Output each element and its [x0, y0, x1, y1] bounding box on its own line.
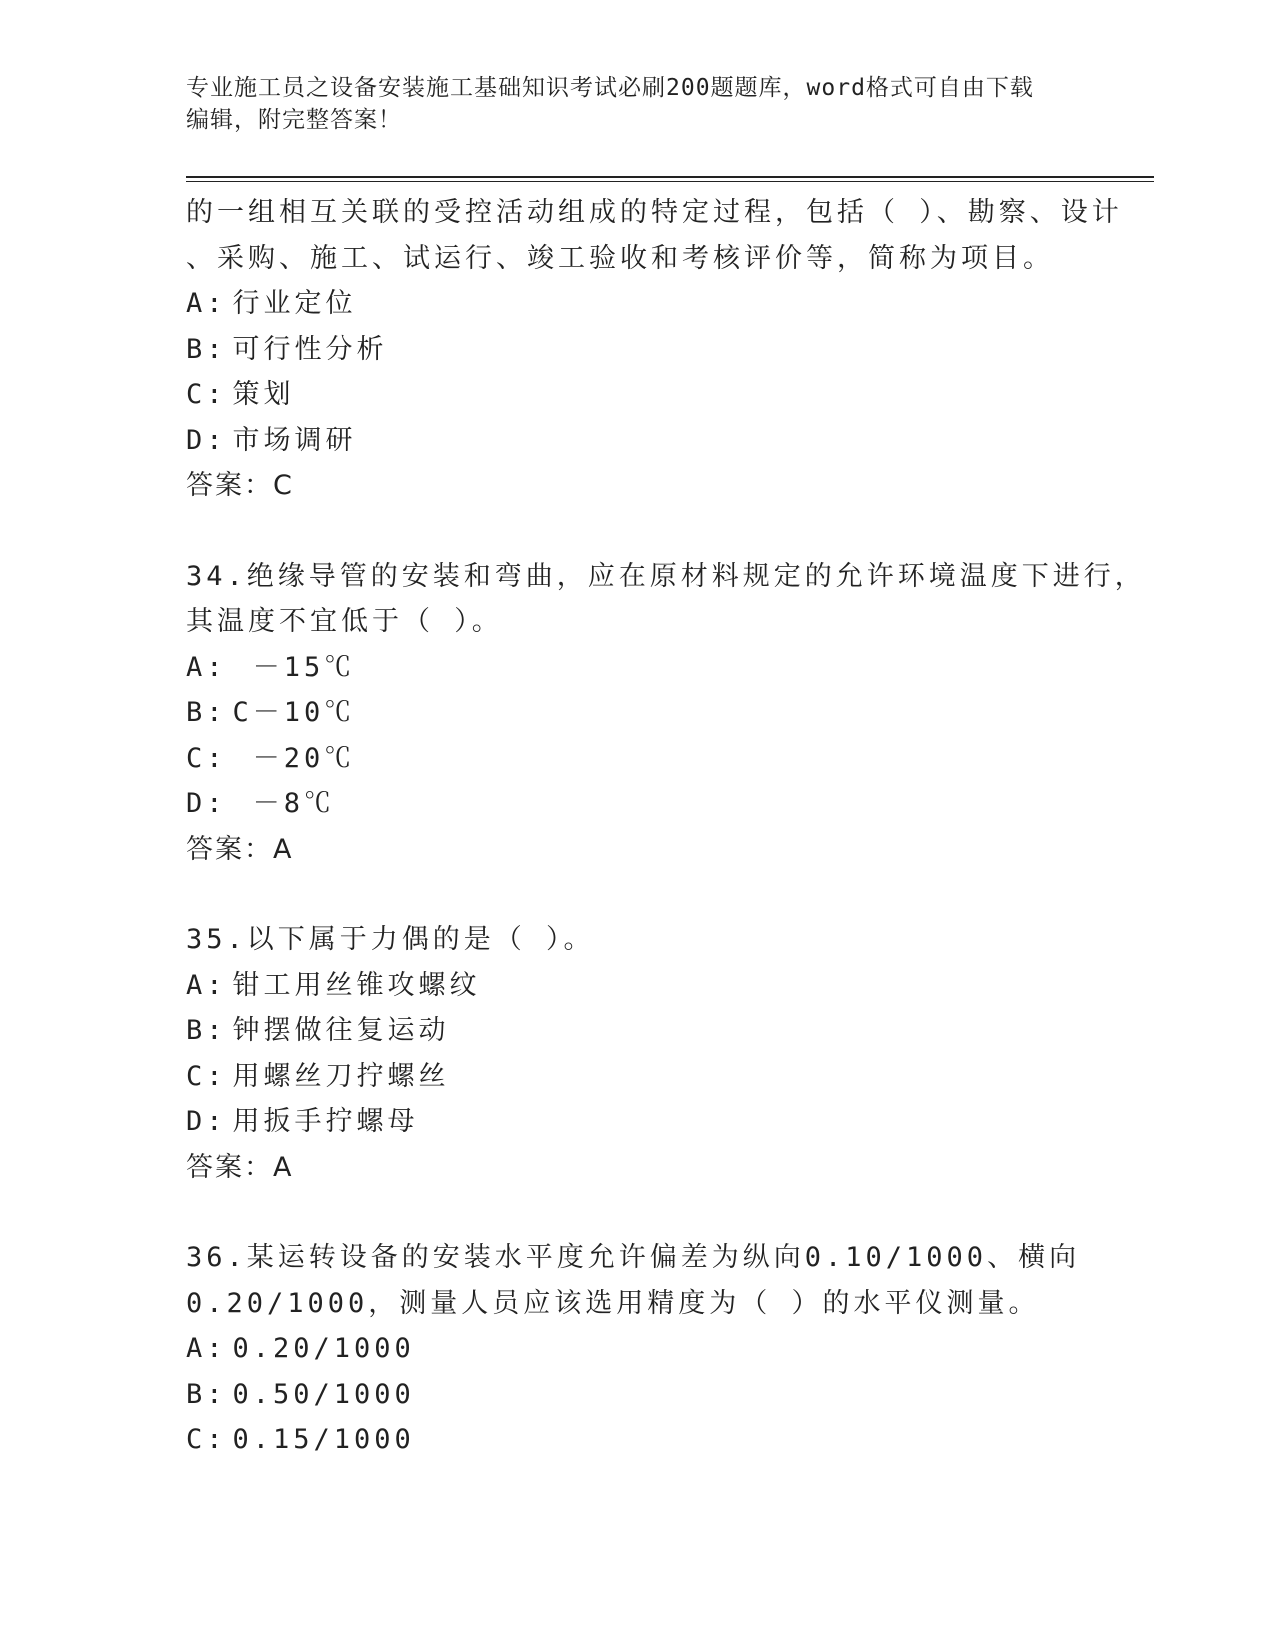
answer-line: 答案：A	[186, 1151, 294, 1183]
question-item	[186, 190, 1123, 509]
option-text: 可行性分析	[232, 333, 388, 365]
option-letter: C:	[186, 742, 227, 774]
question-stem-line: 的一组相互关联的受控活动组成的特定过程，包括（ ）、勘察、设计	[186, 197, 1123, 228]
question-stem-line: 34.绝缘导管的安装和弯曲，应在原材料规定的允许环境温度下进行，	[186, 560, 1146, 592]
option-letter: A:	[186, 1333, 227, 1364]
option-letter: C:	[186, 1060, 227, 1092]
option-d	[186, 418, 1086, 464]
question-stem-line: 其温度不宜低于（ ）。	[186, 606, 503, 637]
option-b	[186, 327, 1086, 373]
option-letter: D:	[186, 424, 227, 456]
option-text: 策划	[232, 379, 295, 410]
option-text: 市场调研	[232, 424, 357, 456]
option-letter: D:	[186, 788, 227, 819]
option-c	[186, 372, 1086, 418]
option-c	[186, 1054, 1086, 1100]
option-letter: A:	[186, 651, 227, 683]
question-list	[186, 190, 1146, 1463]
option-d	[186, 1099, 1086, 1145]
option-letter: A:	[186, 969, 227, 1001]
header-title-line-1: 专业施工员之设备安装施工基础知识考试必刷200题题库，word格式可自由下载	[186, 75, 1034, 101]
question-stem-line: 35.以下属于力偶的是（ ）。	[186, 924, 595, 955]
option-text: 钟摆做往复运动	[232, 1015, 450, 1046]
option-c	[186, 736, 1086, 782]
document-header	[186, 72, 1066, 136]
answer-line: 答案：C	[186, 470, 294, 501]
header-divider-thick	[186, 176, 1154, 178]
option-letter: B:	[186, 1015, 227, 1046]
option-b	[186, 1372, 1086, 1418]
question-stem-line: 、采购、施工、试运行、竣工验收和考核评价等，简称为项目。	[186, 242, 1054, 274]
option-text: C－10℃	[232, 697, 356, 728]
option-b	[186, 1008, 1086, 1054]
option-text: －20℃	[232, 742, 356, 774]
option-letter: C:	[186, 1424, 227, 1455]
option-letter: B:	[186, 1378, 227, 1410]
question-stem-line: 0.20/1000，测量人员应该选用精度为（ ）的水平仪测量。	[186, 1287, 1040, 1319]
option-letter: B:	[186, 697, 227, 728]
header-divider-thin	[186, 181, 1154, 182]
option-d	[186, 781, 1086, 827]
option-text: 行业定位	[232, 288, 357, 319]
answer-line: 答案：A	[186, 833, 294, 865]
question-stem-line: 36.某运转设备的安装水平度允许偏差为纵向0.10/1000、横向	[186, 1242, 1081, 1273]
option-letter: A:	[186, 288, 227, 319]
question-item	[186, 554, 1146, 873]
option-c	[186, 1417, 1086, 1463]
option-a	[186, 281, 1086, 327]
option-text: 钳工用丝锥攻螺纹	[232, 969, 481, 1001]
question-item	[186, 917, 1086, 1190]
option-text: 0.50/1000	[232, 1378, 415, 1410]
option-a	[186, 645, 1086, 691]
option-text: 用扳手拧螺母	[232, 1106, 419, 1137]
question-item	[186, 1235, 1086, 1463]
option-letter: D:	[186, 1106, 227, 1137]
option-letter: C:	[186, 379, 227, 410]
option-a	[186, 1326, 1086, 1372]
option-letter: B:	[186, 333, 227, 365]
option-text: －8℃	[232, 788, 336, 819]
option-text: 0.20/1000	[232, 1333, 415, 1364]
header-title-line-2: 编辑，附完整答案！	[186, 107, 402, 133]
option-b	[186, 690, 1086, 736]
option-text: －15℃	[232, 651, 356, 683]
option-text: 用螺丝刀拧螺丝	[232, 1060, 450, 1092]
option-a	[186, 963, 1086, 1009]
option-text: 0.15/1000	[232, 1424, 415, 1455]
